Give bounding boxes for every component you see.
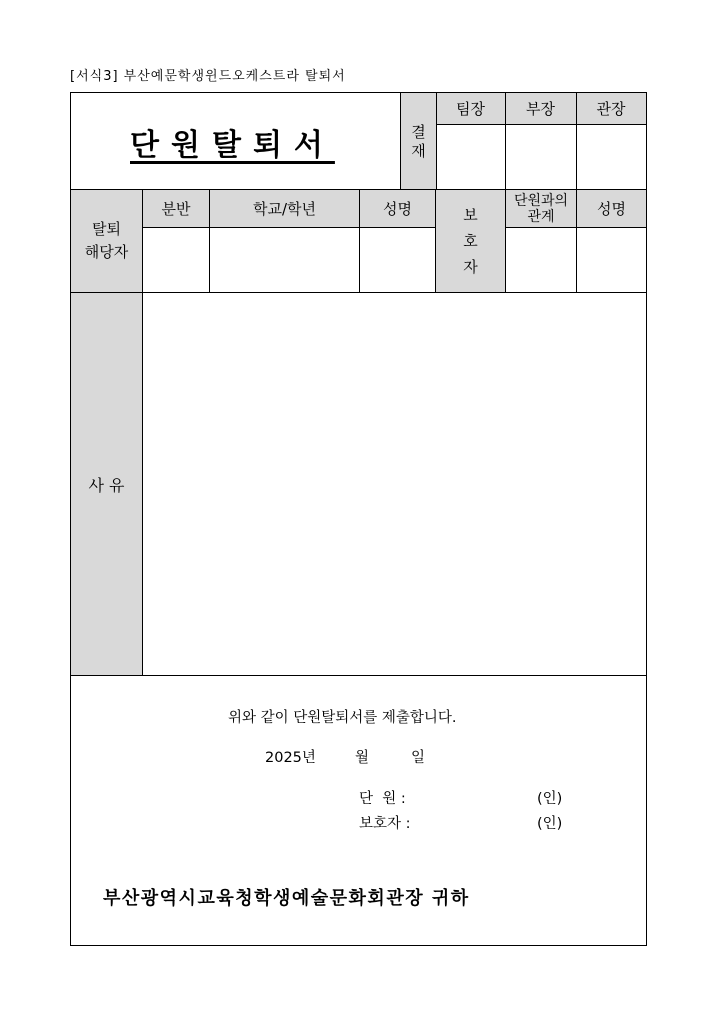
member-school-grade-field[interactable] bbox=[210, 228, 359, 292]
member-header-class: 분반 bbox=[161, 200, 191, 218]
member-name-field[interactable] bbox=[360, 228, 435, 292]
approval-sign-dept-head[interactable] bbox=[506, 125, 576, 189]
signature-guardian-seal: (인) bbox=[537, 816, 563, 832]
guardian-header-name: 성명 bbox=[597, 200, 626, 218]
signature-guardian-label: 보호자 : bbox=[359, 816, 411, 832]
form-label: [서식3] 부산예문학생윈드오케스트라 탈퇴서 bbox=[70, 69, 346, 84]
member-label: 탈퇴 해당자 bbox=[84, 220, 129, 261]
approval-header-team-lead: 팀장 bbox=[456, 100, 485, 118]
member-header-name: 성명 bbox=[383, 200, 412, 218]
document-title: 단원탈퇴서 bbox=[130, 128, 335, 163]
addressee: 부산광역시교육청학생예술문화회관장 귀하 bbox=[103, 888, 470, 909]
member-class-field[interactable] bbox=[143, 228, 209, 292]
date-month: 월 bbox=[355, 750, 370, 766]
reason-label: 사 유 bbox=[88, 475, 125, 495]
guardian-label: 보 호 자 bbox=[463, 206, 478, 276]
signature-member-label: 단 원 : bbox=[359, 791, 406, 807]
approval-header-director: 관장 bbox=[596, 100, 626, 118]
signature-member-seal: (인) bbox=[537, 791, 563, 807]
date-day: 일 bbox=[411, 750, 426, 766]
approval-sign-team-lead[interactable] bbox=[437, 125, 505, 189]
approval-label: 결 재 bbox=[411, 122, 426, 160]
reason-field[interactable] bbox=[143, 293, 646, 675]
guardian-header-relation: 단원과의 관계 bbox=[513, 192, 569, 225]
guardian-relation-field[interactable] bbox=[506, 228, 576, 292]
member-header-school-grade: 학교/학년 bbox=[252, 200, 316, 218]
approval-sign-director[interactable] bbox=[577, 125, 646, 189]
guardian-name-field[interactable] bbox=[577, 228, 646, 292]
statement-text: 위와 같이 단원탈퇴서를 제출합니다. bbox=[228, 710, 457, 726]
date-year: 2025년 bbox=[265, 750, 316, 766]
approval-header-dept-head: 부장 bbox=[526, 100, 555, 118]
